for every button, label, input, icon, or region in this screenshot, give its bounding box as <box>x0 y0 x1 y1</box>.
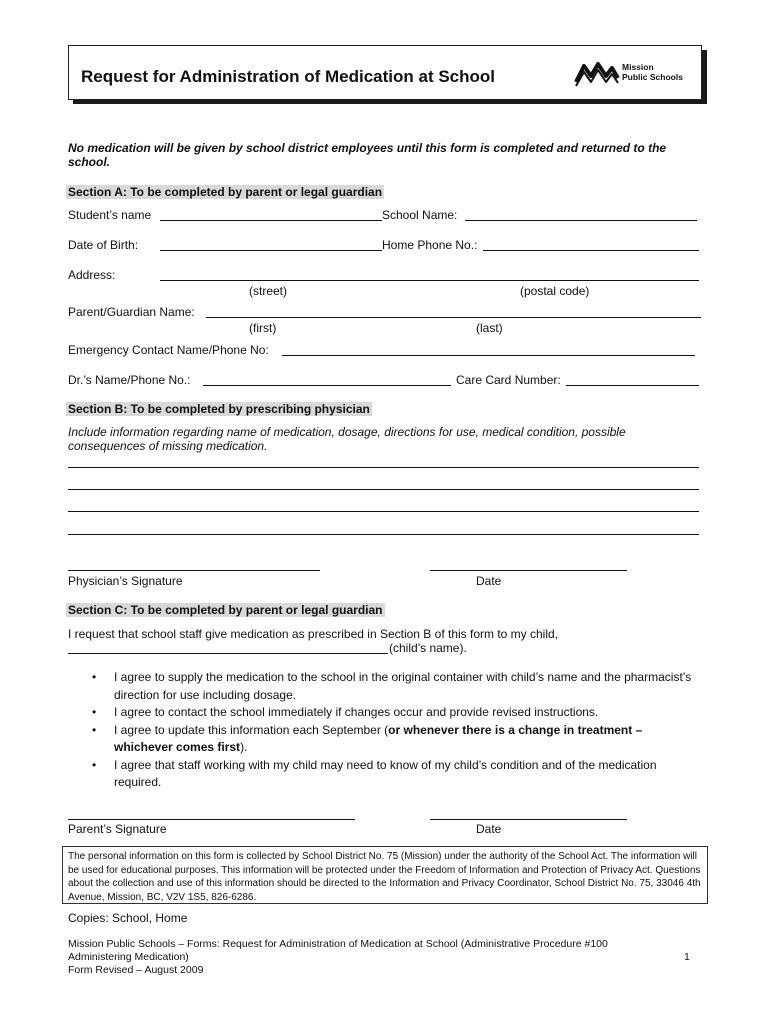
form-title: Request for Administration of Medication at School <box>81 67 496 86</box>
section-b-heading <box>66 402 372 416</box>
section-a-heading-text: Section A: To be completed by parent or legal guardian <box>68 185 383 199</box>
physician-signature-field[interactable] <box>68 570 320 571</box>
form-header <box>68 45 702 100</box>
parent-signature-label: Parent’s Signature <box>68 822 167 836</box>
bullet-icon: • <box>92 705 97 719</box>
header-shadow-bottom <box>73 100 707 104</box>
bullet-icon: • <box>92 722 97 737</box>
address-label: Address: <box>68 268 116 282</box>
last-hint: (last) <box>476 321 503 335</box>
doctor-field[interactable] <box>203 385 451 386</box>
footer-line-3: Form Revised – August 2009 <box>68 964 204 976</box>
dob-label: Date of Birth: <box>68 238 139 252</box>
dob-field[interactable] <box>160 250 382 251</box>
request-line: I request that school staff give medication as prescribed in Section B of this form to my child, <box>68 627 559 641</box>
school-name-field[interactable] <box>465 220 697 221</box>
section-b-heading-text: Section B: To be completed by prescribing physician <box>68 402 370 416</box>
agreement-text-2: I agree to contact the school immediately if changes occur and provide revised instructions. <box>114 705 599 719</box>
logo-text <box>622 62 683 82</box>
logo-line-2: Public Schools <box>622 72 683 82</box>
care-card-label: Care Card Number: <box>456 373 561 387</box>
first-hint: (first) <box>249 321 277 335</box>
child-name-field[interactable] <box>68 653 388 654</box>
agreement-item-4 <box>92 757 692 792</box>
agreement-item-3 <box>92 722 692 757</box>
home-phone-field[interactable] <box>483 250 699 251</box>
physician-instructions-line-2: consequences of missing medication. <box>68 439 268 453</box>
physician-notes-line-4[interactable] <box>68 534 699 535</box>
student-name-label: Student’s name <box>68 208 152 222</box>
street-hint: (street) <box>249 284 288 298</box>
physician-notes-line-3[interactable] <box>68 511 699 512</box>
page-number: 1 <box>684 951 690 963</box>
physician-notes-line-2[interactable] <box>68 489 699 490</box>
section-c-heading-text: Section C: To be completed by parent or legal guardian <box>68 603 383 617</box>
agreement-item-2 <box>92 704 692 722</box>
school-name-label: School Name: <box>382 208 458 222</box>
section-c-heading <box>66 603 385 617</box>
emergency-contact-label: Emergency Contact Name/Phone No: <box>68 343 269 357</box>
parent-date-field[interactable] <box>430 819 627 820</box>
mission-logo <box>574 58 694 92</box>
agreement-text-1: I agree to supply the medication to the school in the original container with child’s name and the pharmacist’s direction for use including dosage. <box>114 670 692 702</box>
physician-date-label: Date <box>476 574 502 588</box>
intro-line-2: school. <box>68 155 111 169</box>
copies-line: Copies: School, Home <box>68 911 188 925</box>
intro-line-1: No medication will be given by school district employees until this form is completed and returned to the <box>68 141 667 155</box>
child-name-label: (child’s name). <box>389 641 467 655</box>
bullet-icon: • <box>92 670 97 684</box>
student-name-field[interactable] <box>160 220 382 221</box>
logo-line-1: Mission <box>622 62 654 72</box>
emergency-contact-field[interactable] <box>282 355 695 356</box>
privacy-notice: The personal information on this form is collected by School District No. 75 (Mission) under the authority of the School Act. The information will be used for educational purposes. This information will be protected under the Freedom of Information and Protection of Privacy Act. Questions about the collection and use of this information should be directed to the Information and Privacy Coordinator, School District No. 75, 33046 4th Avenue, Mission, BC, V2V 1S5, 826-6286. <box>62 846 708 904</box>
agreement-text-3c: ). <box>240 740 248 754</box>
agreement-text-4: I agree that staff working with my child may need to know of my child’s condition and of the medication required. <box>114 757 657 789</box>
footer-line-2: Administering Medication) <box>68 951 189 963</box>
home-phone-label: Home Phone No.: <box>382 238 478 252</box>
physician-date-field[interactable] <box>430 570 627 571</box>
doctor-label: Dr.’s Name/Phone No.: <box>68 373 191 387</box>
agreement-list <box>92 669 692 792</box>
postal-code-hint: (postal code) <box>520 284 590 298</box>
parent-name-field[interactable] <box>206 317 701 318</box>
physician-instructions-line-1: Include information regarding name of medication, dosage, directions for use, medical condition, possible <box>68 425 626 439</box>
header-shadow-right <box>702 50 707 104</box>
parent-date-label: Date <box>476 822 502 836</box>
footer-line-1: Mission Public Schools – Forms: Request for Administration of Medication at School (Administrative Procedure #100 <box>68 938 608 950</box>
mountain-logo-icon <box>574 58 620 88</box>
section-a-heading <box>66 185 384 199</box>
agreement-text-3a: I agree to update this information each September ( <box>114 722 389 737</box>
bullet-icon: • <box>92 757 97 772</box>
agreement-text-3b: or whenever there is a change in treatment – whichever comes first <box>114 722 643 754</box>
parent-name-label: Parent/Guardian Name: <box>68 305 195 319</box>
care-card-field[interactable] <box>566 385 699 386</box>
address-field[interactable] <box>160 280 699 281</box>
agreement-item-1 <box>92 669 692 704</box>
physician-notes-line-1[interactable] <box>68 467 699 468</box>
parent-signature-field[interactable] <box>68 819 355 820</box>
physician-signature-label: Physician’s Signature <box>68 574 183 588</box>
